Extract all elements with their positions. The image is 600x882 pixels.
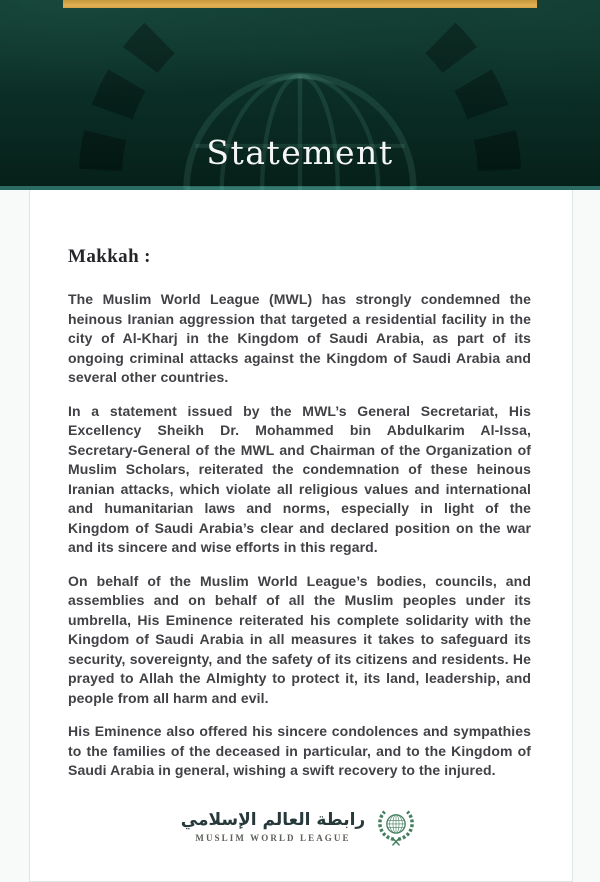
- wreath-globe-emblem-icon: [374, 803, 418, 851]
- statement-card: [29, 190, 573, 882]
- mwl-logo-wordmark: MUSLIM WORLD LEAGUE: [195, 833, 351, 843]
- statement-paragraph: On behalf of the Muslim World League’s bodies, councils, and assemblies and on behalf of all the Muslim peoples under its umbrella, His Eminence reiterated his complete solidarity with the Kingdom of Saudi Arabia in all measures it takes to safeguard its security, sovereignty, and the safety of its citizens and residents. He prayed to Allah the Almighty to protect it, its land, leadership, and people from all harm and evil.: [68, 572, 531, 706]
- gold-accent-bar: [63, 0, 537, 8]
- statement-paragraph: His Eminence also offered his sincere condolences and sympathies to the families of the deceased in particular, and to the Kingdom of Saudi Arabia in general, wishing a swift recovery to the injured.: [68, 723, 531, 778]
- page-title: Statement: [206, 133, 394, 172]
- header-banner: [0, 0, 600, 186]
- statement-paragraph: The Muslim World League (MWL) has strongly condemned the heinous Iranian aggression that targeted a residential facility in the city of Al-Kharj in the Kingdom of Saudi Arabia, as part of its ongoing criminal attacks against the Kingdom of Saudi Arabia and several other countries.: [68, 291, 531, 385]
- dateline: Makkah :: [68, 246, 151, 267]
- statement-paragraph: In a statement issued by the MWL’s General Secretariat, His Excellency Sheikh Dr. Mohammed bin Abdulkarim Al-Issa, Secretary-General of the MWL and Chairman of the Organization of Muslim Scholars, reiterated the condemnation of these heinous Iranian attacks, which violate all religious values and international and humanitarian laws and norms, especially in light of the Kingdom of Saudi Arabia’s clear and declared position on the war and its sincere and wise efforts in this regard.: [68, 402, 531, 555]
- mwl-logo-arabic-calligraphy: رابطة العالم الإسلامي: [180, 810, 366, 830]
- mwl-logo-text: [181, 810, 365, 843]
- mwl-logo: [68, 803, 531, 851]
